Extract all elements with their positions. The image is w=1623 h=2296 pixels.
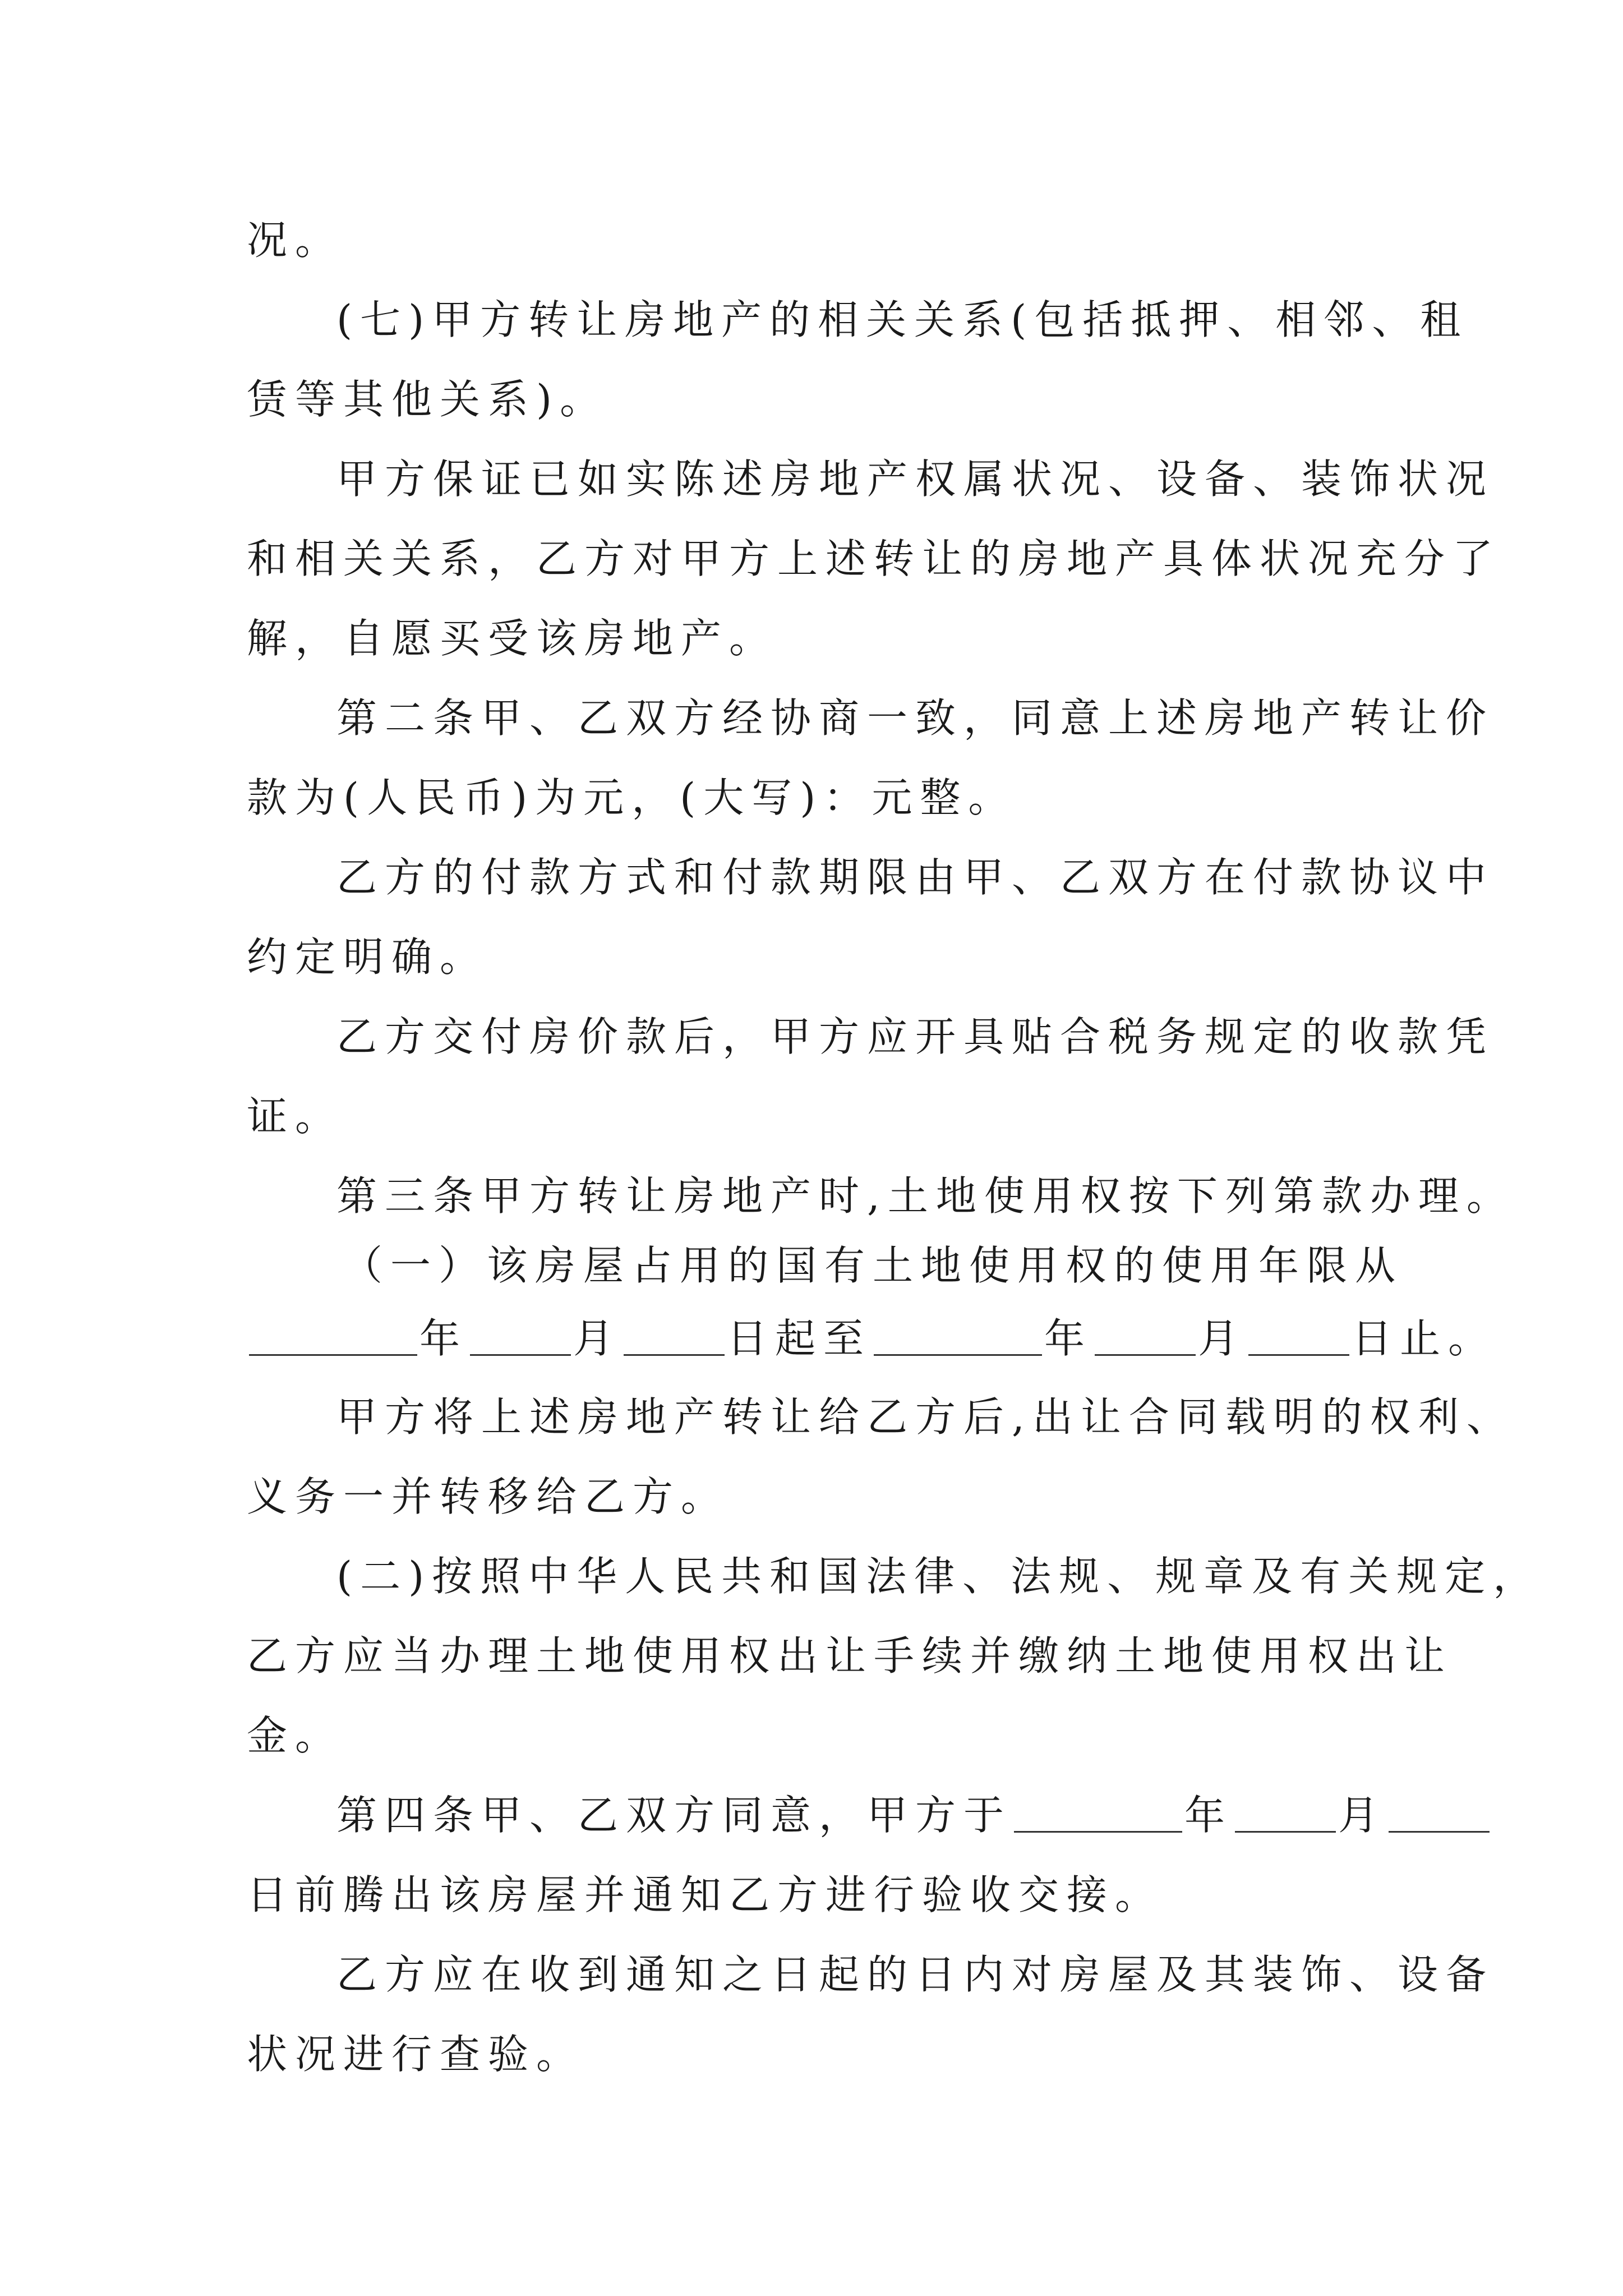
text-line: 日前腾出该房屋并通知乙方进行验收交接。 (247, 1871, 1164, 1918)
text-line: 解，自愿买受该房地产。 (247, 615, 778, 662)
blank-field (1389, 1797, 1490, 1833)
text-line: (二)按照中华人民共和国法律、法规、规章及有关规定， (336, 1553, 1542, 1600)
blank-field (470, 1320, 571, 1356)
text-line: 赁等其他关系)。 (247, 376, 608, 423)
text-line: 甲方将上述房地产转让给乙方后,出让合同载明的权利、 (336, 1393, 1515, 1441)
article4-line (336, 1787, 1475, 1843)
date-label: 月 (1338, 1792, 1387, 1839)
text-line: 状况进行查验。 (247, 2031, 585, 2078)
text-line: 金。 (247, 1712, 344, 1759)
blank-field (1095, 1320, 1196, 1356)
blank-field (624, 1320, 725, 1356)
article4-text: 第四条甲、乙双方同意，甲方于 (336, 1792, 1012, 1839)
date-label: 日止。 (1352, 1315, 1497, 1362)
blank-field (249, 1320, 417, 1356)
text-line: 第三条甲方转让房地产时,土地使用权按下列第款办理。 (336, 1172, 1515, 1220)
text-line: 乙方交付房价款后，甲方应开具贴合税务规定的收款凭 (336, 1013, 1495, 1060)
text-line: 乙方的付款方式和付款期限由甲、乙双方在付款协议中 (336, 854, 1495, 901)
text-line: 第二条甲、乙双方经协商一致，同意上述房地产转让价 (336, 694, 1495, 742)
date-line (247, 1310, 1497, 1366)
text-line: （一）该房屋占用的国有土地使用权的使用年限从 (342, 1242, 1404, 1289)
text-line: 证。 (247, 1093, 344, 1140)
text-line: 甲方保证已如实陈述房地产权属状况、设备、装饰状况 (336, 455, 1495, 503)
text-line: 况。 (247, 217, 344, 264)
blank-field (1235, 1797, 1336, 1833)
date-label: 年 (1044, 1315, 1093, 1362)
date-label: 年 (419, 1315, 468, 1362)
text-line: 和相关关系，乙方对甲方上述转让的房地产具体状况充分了 (247, 535, 1501, 582)
text-line: 乙方应在收到通知之日起的日内对房屋及其装饰、设备 (336, 1951, 1495, 1998)
blank-field (1248, 1320, 1349, 1356)
text-line: (七)甲方转让房地产的相关关系(包括抵押、相邻、租 (336, 296, 1469, 343)
text-line: 义务一并转移给乙方。 (247, 1473, 730, 1520)
text-line: 约定明确。 (247, 933, 488, 981)
date-label: 年 (1184, 1792, 1233, 1839)
date-label: 日起至 (727, 1315, 872, 1362)
date-label: 月 (1198, 1315, 1247, 1362)
date-label: 月 (573, 1315, 622, 1362)
text-line: 款为(人民币)为元，(大写)：元整。 (247, 774, 1017, 821)
blank-field (1014, 1797, 1182, 1833)
text-line: 乙方应当办理土地使用权出让手续并缴纳土地使用权出让 (247, 1632, 1453, 1680)
blank-field (874, 1320, 1042, 1356)
